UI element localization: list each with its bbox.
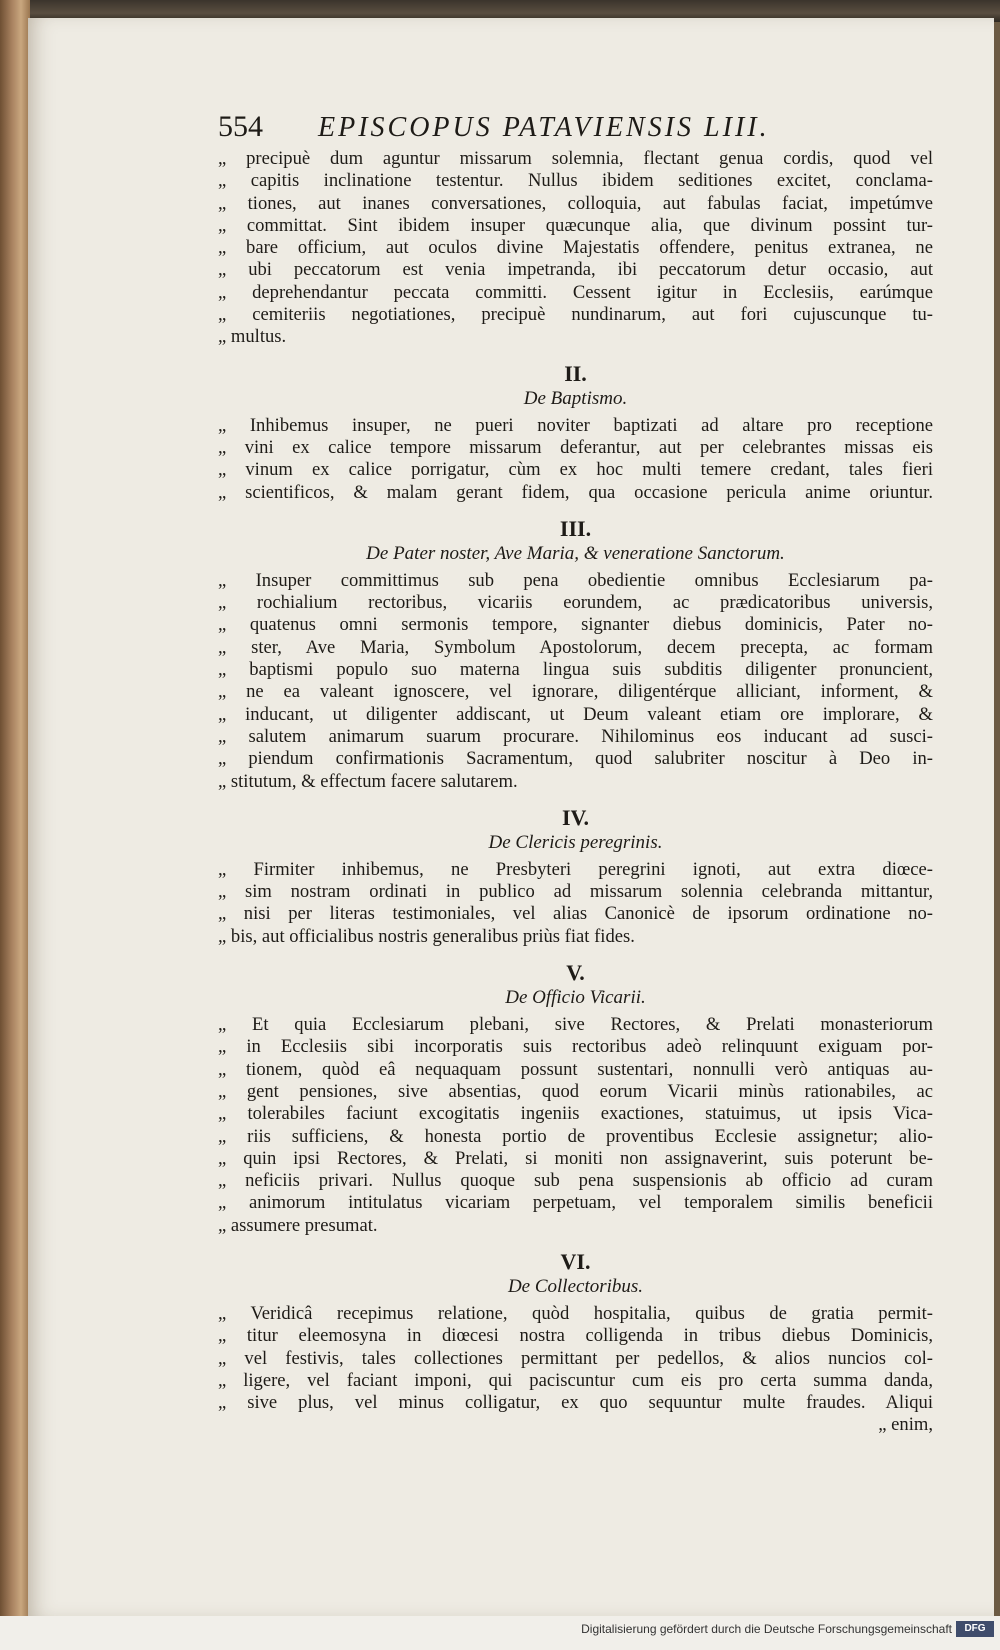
text-line: „ nisi per literas testimoniales, vel alias Canonicè de ipsorum ordinatione no- xyxy=(218,903,933,925)
text-line: „ salutem animarum suarum procurare. Nihilominus eos inducant ad susci- xyxy=(218,725,933,747)
book-spine xyxy=(0,0,30,1650)
text-line: „ inducant, ut diligenter addiscant, ut Deum valeant etiam ore implorare, & xyxy=(218,703,933,725)
text-line: „ sim nostram ordinati in publico ad missarum solennia celebranda mittantur, xyxy=(218,881,933,903)
text-line: „ neficiis privari. Nullus quoque sub pena suspensionis ab officio ad curam xyxy=(218,1170,933,1192)
section-title: De Baptismo. xyxy=(523,387,628,409)
page-header xyxy=(218,110,933,148)
text-line: „ deprehendantur peccata committi. Cessent igitur in Ecclesiis, earúmque xyxy=(218,281,933,303)
text-line: „ stitutum, & effectum facere salutarem. xyxy=(218,770,518,792)
text-line: „ assumere presumat. xyxy=(218,1214,378,1236)
text-line: „ animorum intitulatus vicariam perpetuam, vel temporalem similis beneficii xyxy=(218,1192,933,1214)
text-line: „ vini ex calice tempore missarum deferantur, aut per celebrantes missas eis xyxy=(218,436,933,458)
section-pater-noster xyxy=(218,516,933,793)
section-title: De Clericis peregrinis. xyxy=(488,831,663,853)
text-line: „ tolerabiles faciunt excogitatis ingeniis exactiones, statuimus, ut ipsis Vica- xyxy=(218,1103,933,1125)
text-line: „ multus. xyxy=(218,326,287,348)
text-line: „ riis sufficiens, & honesta portio de proventibus Ecclesie assignetur; alio- xyxy=(218,1125,933,1147)
section-numeral: V. xyxy=(566,960,585,986)
text-line: „ quin ipsi Rectores, & Prelati, si moniti non assignaverint, suis poterunt be- xyxy=(218,1147,933,1169)
section-title: De Officio Vicarii. xyxy=(505,987,646,1009)
text-line: „ bare officium, aut oculos divine Majestatis offendere, penitus extranea, ne xyxy=(218,237,933,259)
text-line: „ cemiteriis negotiationes, precipuè nundinarum, aut fori cujuscunque tu- xyxy=(218,304,933,326)
text-line: „ tiones, aut inanes conversationes, colloquia, aut fabulas faciat, impetúmve xyxy=(218,192,933,214)
text-line: „ bis, aut officialibus nostris generalibus priùs fiat fides. xyxy=(218,925,635,947)
text-line: „ ubi peccatorum est venia impetranda, ibi peccatorum detur occasio, aut xyxy=(218,259,933,281)
text-line: „ rochialium rectoribus, vicariis eorundem, ac prædicatoribus universis, xyxy=(218,592,933,614)
section-numeral: VI. xyxy=(560,1248,591,1274)
text-line: „ precipuè dum aguntur missarum solemnia, flectant genua cordis, quod vel xyxy=(218,148,933,169)
digitization-credit: Digitalisierung gefördert durch die Deutsche Forschungsgemeinschaft xyxy=(581,1622,952,1636)
text-line: „ vinum ex calice porrigatur, cùm ex hoc multi temere credant, tales fieri xyxy=(218,459,933,481)
section-clericis-peregrinis xyxy=(218,805,933,948)
page-content xyxy=(218,110,933,1437)
section-title: De Collectoribus. xyxy=(507,1275,644,1297)
text-line: „ Et quia Ecclesiarum plebani, sive Rectores, & Prelati monasteriorum xyxy=(218,1014,933,1036)
text-line: „ baptismi populo suo materna lingua suis subditis diligenter pronuncient, xyxy=(218,659,933,681)
text-line: „ ster, Ave Maria, Symbolum Apostolorum, decem precepta, ac formam xyxy=(218,636,933,658)
section-officio-vicarii xyxy=(218,960,933,1237)
dfg-logo: DFG xyxy=(956,1621,994,1637)
section-collectoribus xyxy=(218,1249,933,1437)
section-numeral: II. xyxy=(564,360,587,386)
text-line: „ capitis inclinatione testentur. Nullus ibidem seditiones excitet, conclama- xyxy=(218,170,933,192)
text-line: „ gent pensiones, sive absentias, quod eorum Vicarii minùs rationabiles, ac xyxy=(218,1080,933,1102)
text-line: „ in Ecclesiis sibi incorporatis suis rectoribus adeò relinquunt exiguam por- xyxy=(218,1036,933,1058)
opening-paragraph xyxy=(218,148,933,349)
text-line: „ sive plus, vel minus colligatur, ex quo sequuntur multe fraudes. Aliqui xyxy=(218,1392,933,1414)
section-numeral: III. xyxy=(559,515,592,541)
section-numeral: IV. xyxy=(561,804,590,830)
section-baptismo xyxy=(218,361,933,504)
running-title: EPISCOPUS PATAVIENSIS LIII. xyxy=(318,112,770,143)
text-line: „ quatenus omni sermonis tempore, signanter diebus dominicis, Pater no- xyxy=(218,614,933,636)
text-line: „ committat. Sint ibidem insuper quæcunque alia, que divinum possint tur- xyxy=(218,214,933,236)
text-line: „ vel festivis, tales collectiones permittant per pedellos, & alios nuncios col- xyxy=(218,1347,933,1369)
text-line: „ Insuper committimus sub pena obedientie omnibus Ecclesiarum pa- xyxy=(218,569,933,591)
text-line: „ Veridicâ recepimus relatione, quòd hospitalia, quibus de gratia permit- xyxy=(218,1302,933,1324)
text-line: „ titur eleemosyna in diœcesi nostra colligenda in tribus diebus Dominicis, xyxy=(218,1325,933,1347)
text-line: „ ne ea valeant ignoscere, vel ignorare, diligentérque alliciant, informent, & xyxy=(218,681,933,703)
text-line: „ scientificos, & malam gerant fidem, qua occasione pericula anime oriuntur. xyxy=(218,481,933,503)
text-line: „ Inhibemus insuper, ne pueri noviter baptizati ad altare pro receptione xyxy=(218,414,933,436)
catchword: „ enim, xyxy=(878,1414,933,1436)
page-number: 554 xyxy=(218,110,263,143)
text-line: „ piendum confirmationis Sacramentum, quod salubriter noscitur à Deo in- xyxy=(218,748,933,770)
text-line: „ tionem, quòd eâ nequaquam possunt sustentari, nonnulli verò antiquas au- xyxy=(218,1058,933,1080)
text-line: „ ligere, vel faciant imponi, qui paciscuntur cum eis pro certa summa danda, xyxy=(218,1369,933,1391)
section-title: De Pater noster, Ave Maria, & veneratione Sanctorum. xyxy=(366,542,785,564)
text-line: „ Firmiter inhibemus, ne Presbyteri peregrini ignoti, aut extra diœce- xyxy=(218,858,933,880)
